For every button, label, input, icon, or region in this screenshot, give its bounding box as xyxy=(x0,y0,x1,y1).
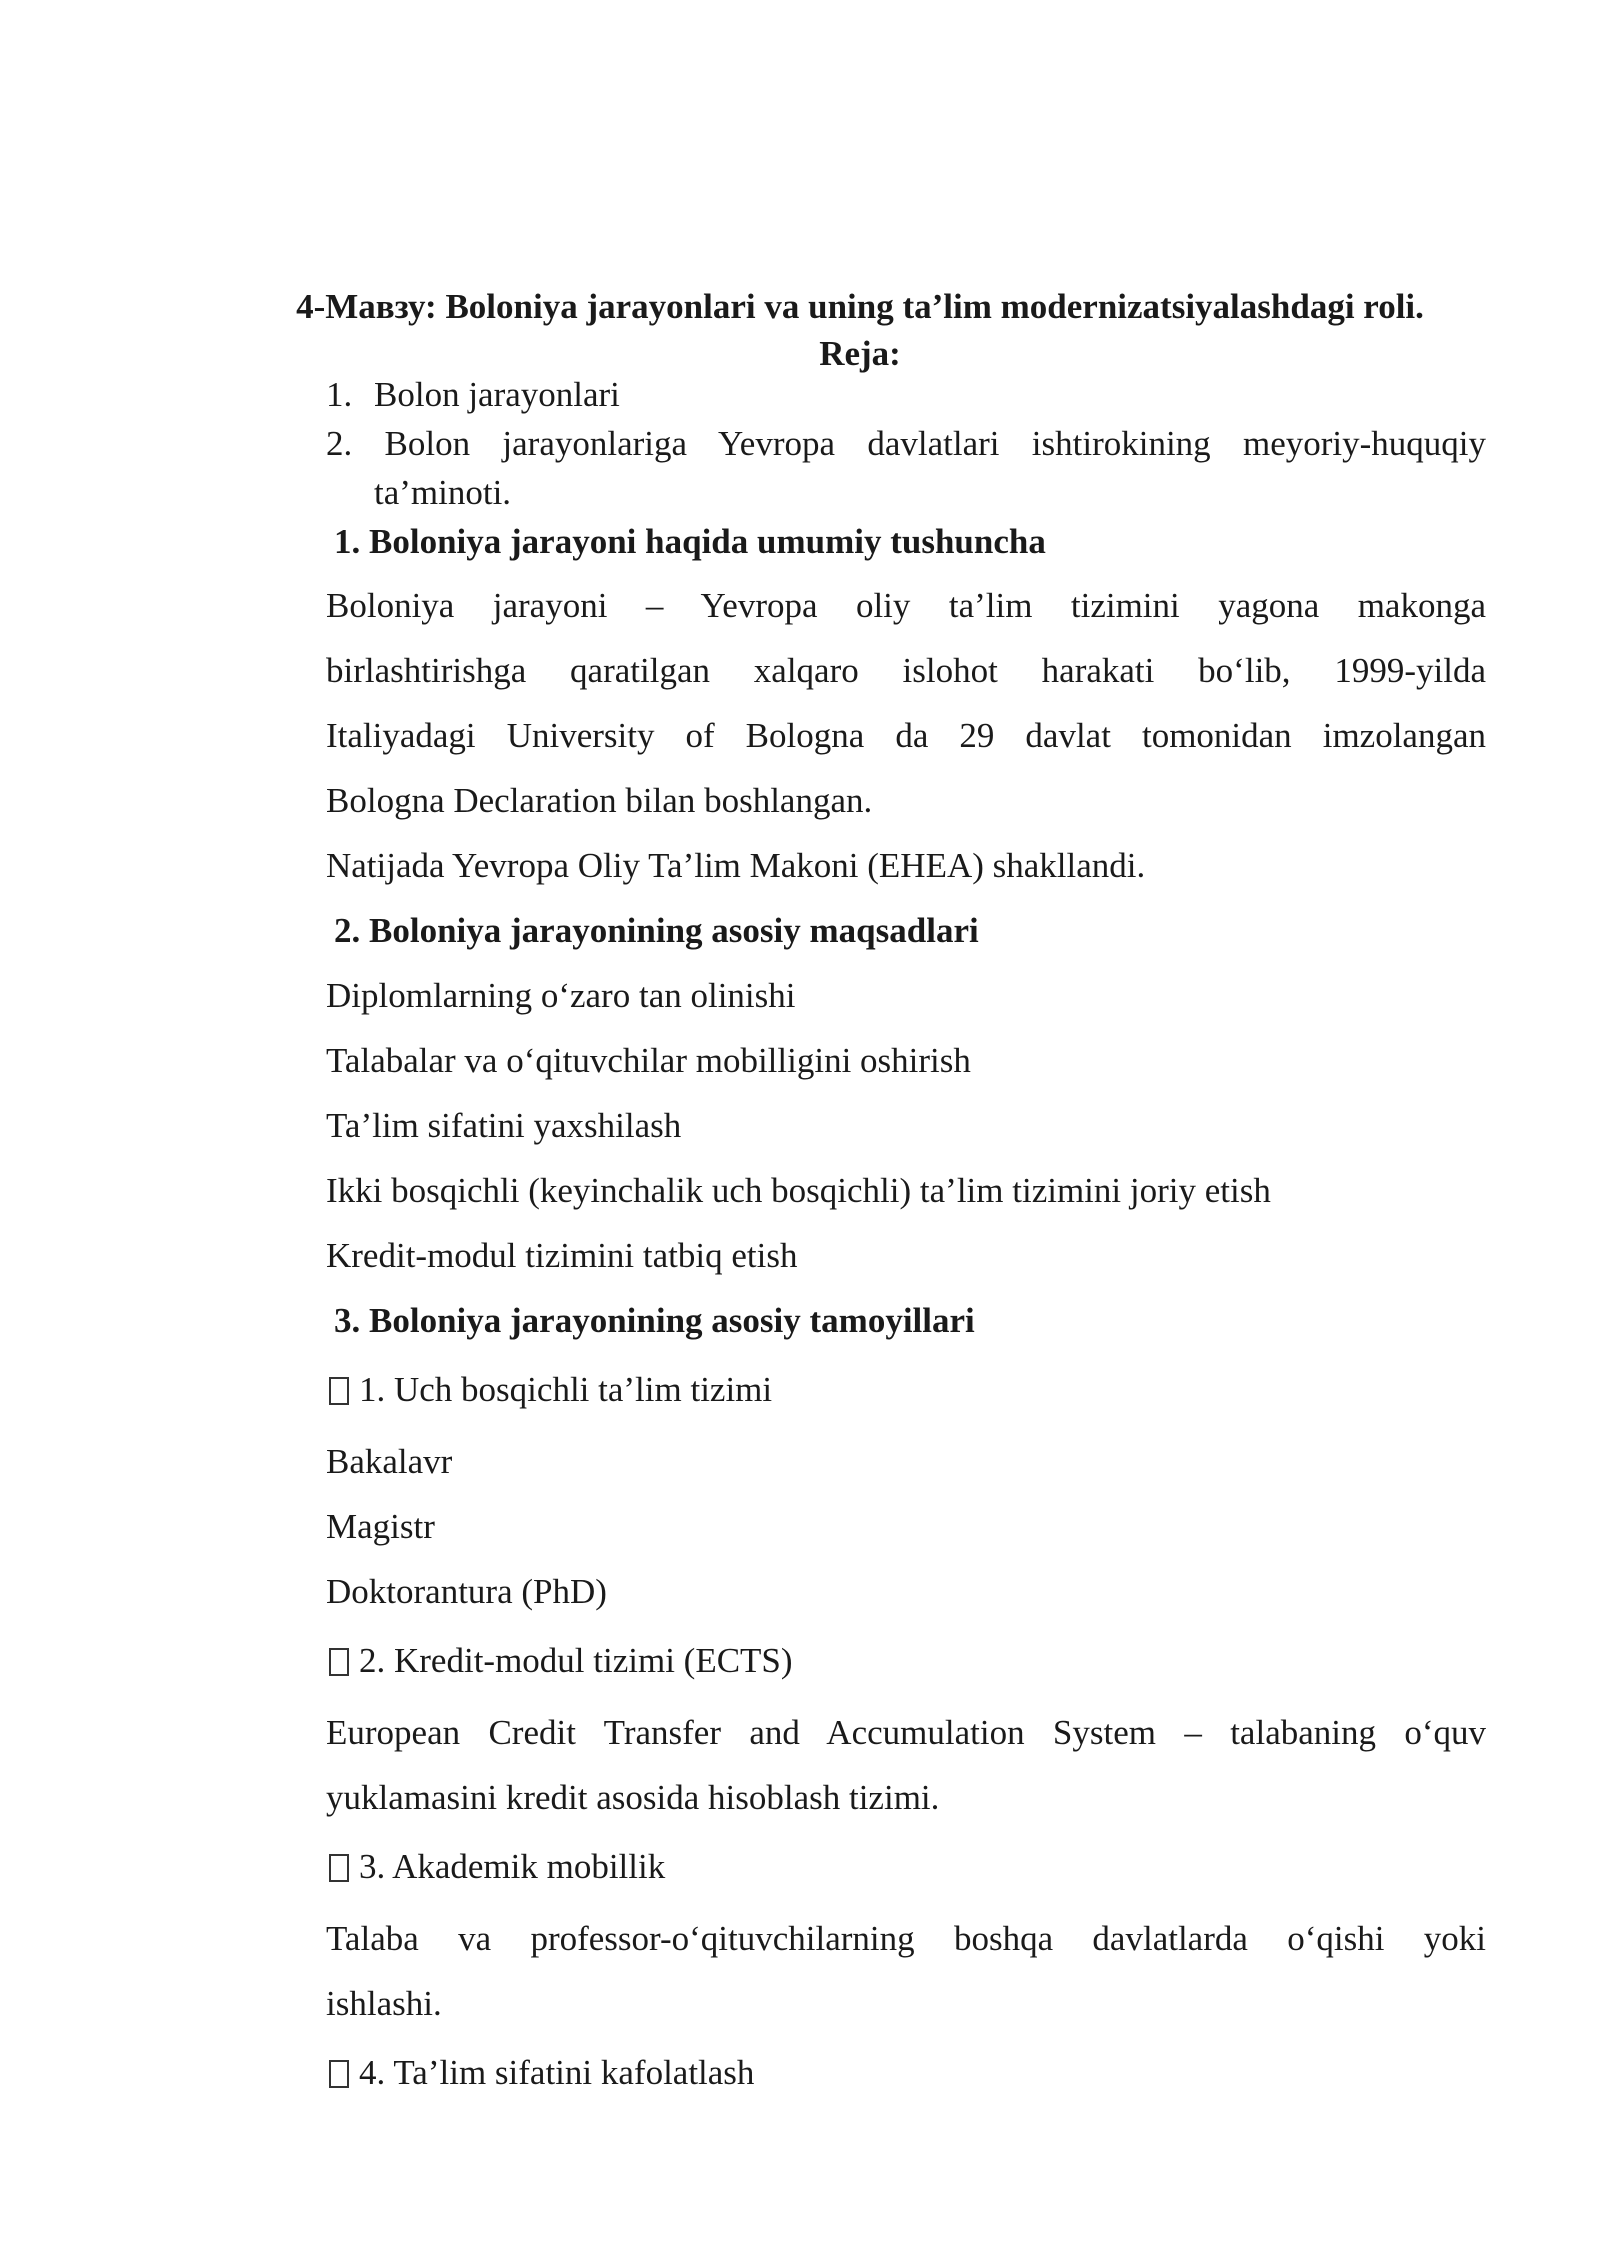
stage-item-2: Magistr xyxy=(326,1507,435,1546)
section3-heading: 3. Boloniya jarayonining asosiy tamoyillari xyxy=(334,1301,975,1340)
section2-heading: 2. Boloniya jarayonining asosiy maqsadlari xyxy=(334,911,979,950)
stage-item-3: Doktorantura (PhD) xyxy=(326,1572,607,1611)
missing-glyph-bullet-icon xyxy=(329,1648,349,1676)
section1-paragraph-line-1: Boloniya jarayoni – Yevropa oliy ta’lim tizimini yagona makonga xyxy=(326,586,1486,625)
principle-2-paragraph-line-2: yuklamasini kredit asosida hisoblash tizimi. xyxy=(326,1778,940,1817)
goal-item-3: Ta’lim sifatini yaxshilash xyxy=(326,1106,682,1145)
missing-glyph-bullet-icon xyxy=(329,2060,349,2088)
principle-3-title-text: 3. Akademik mobillik xyxy=(359,1847,666,1886)
section1-result: Natijada Yevropa Oliy Ta’lim Makoni (EHEA) shakllandi. xyxy=(326,846,1146,885)
goal-item-1: Diplomlarning o‘zaro tan olinishi xyxy=(326,976,796,1015)
plan-item-2-text: Bolon jarayonlariga Yevropa davlatlari ishtirokining meyoriy-huquqiy xyxy=(384,424,1486,463)
goal-item-5: Kredit-modul tizimini tatbiq etish xyxy=(326,1236,798,1275)
principle-2-paragraph-line-1: European Credit Transfer and Accumulation System – talabaning o‘quv xyxy=(326,1713,1486,1752)
plan-item-1-text: Bolon jarayonlari xyxy=(374,375,620,414)
section1-paragraph-line-2: birlashtirishga qaratilgan xalqaro islohot harakati bo‘lib, 1999-yilda xyxy=(326,651,1486,690)
section1-paragraph-line-3: Italiyadagi University of Bologna da 29 davlat tomonidan imzolangan xyxy=(326,716,1486,755)
principle-2-title-text: 2. Kredit-modul tizimi (ECTS) xyxy=(359,1641,793,1680)
stage-item-1: Bakalavr xyxy=(326,1442,453,1481)
principle-3-paragraph-line-2: ishlashi. xyxy=(326,1984,442,2023)
principle-2-title xyxy=(326,1637,793,1685)
plan-heading: Reja: xyxy=(819,334,901,373)
goal-item-2: Talabalar va o‘qituvchilar mobilligini oshirish xyxy=(326,1041,971,1080)
missing-glyph-bullet-icon xyxy=(329,1854,349,1882)
principle-4-title xyxy=(326,2049,754,2097)
section1-paragraph-line-4: Bologna Declaration bilan boshlangan. xyxy=(326,781,873,820)
principle-1-title xyxy=(326,1366,772,1414)
plan-item-2-number: 2. xyxy=(326,424,353,463)
section1-heading: 1. Boloniya jarayoni haqida umumiy tushuncha xyxy=(334,522,1046,561)
plan-item-2 xyxy=(326,420,1486,468)
missing-glyph-bullet-icon xyxy=(329,1377,349,1405)
document-title: 4-Мавзу: Boloniya jarayonlari va uning ta’lim modernizatsiyalashdagi roli. xyxy=(296,287,1424,326)
goal-item-4: Ikki bosqichli (keyinchalik uch bosqichli) ta’lim tizimini joriy etish xyxy=(326,1171,1271,1210)
plan-item-1-number: 1. xyxy=(326,375,353,414)
plan-item-1 xyxy=(326,371,620,419)
principle-3-title xyxy=(326,1843,665,1891)
principle-3-paragraph-line-1: Talaba va professor-o‘qituvchilarning boshqa davlatlarda o‘qishi yoki xyxy=(326,1919,1486,1958)
principle-1-title-text: 1. Uch bosqichli ta’lim tizimi xyxy=(359,1370,773,1409)
plan-item-2-continuation: ta’minoti. xyxy=(374,473,512,512)
principle-4-title-text: 4. Ta’lim sifatini kafolatlash xyxy=(359,2053,755,2092)
